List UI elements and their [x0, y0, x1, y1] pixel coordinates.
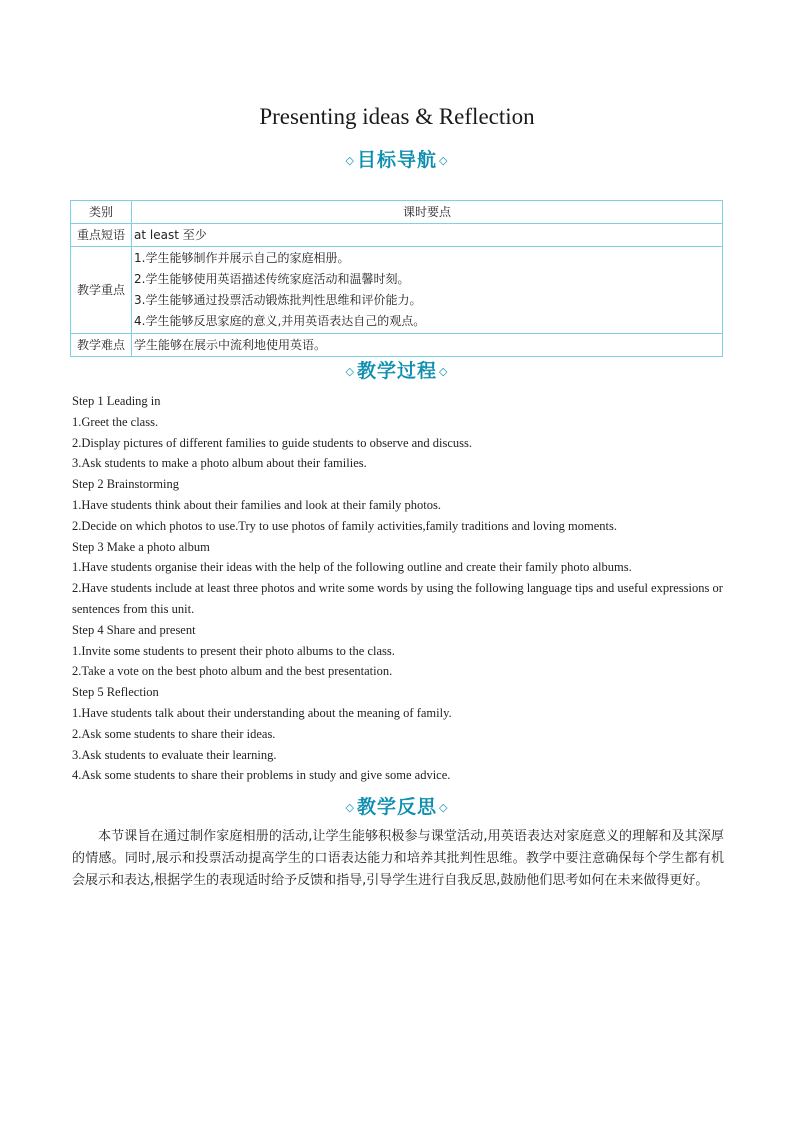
table-row: [71, 334, 723, 357]
step-line: Step 4 Share and present: [72, 622, 196, 637]
step-line: 1.Have students organise their ideas with the help of the following outline and create their family photo albums.: [72, 560, 632, 575]
list-item: 4.学生能够反思家庭的意义,并用英语表达自己的观点。: [134, 314, 426, 328]
diamond-icon: ◇: [439, 154, 449, 167]
step-line: Step 1 Leading in: [72, 394, 161, 408]
row-content: at least 至少: [132, 224, 723, 247]
goals-table: [70, 200, 723, 357]
key-points-list: [132, 247, 723, 334]
table-row: [71, 224, 723, 247]
step-line: Step 3 Make a photo album: [72, 539, 210, 554]
step-line: 3.Ask students to evaluate their learning.: [72, 747, 277, 762]
teaching-steps: [72, 391, 724, 786]
step-line: 2.Have students include at least three photos and write some words by using the following language tips and useful expressions or sentences from this unit.: [72, 581, 723, 616]
reflection-heading-text: 教学反思: [356, 796, 437, 818]
diamond-icon: ◇: [345, 365, 355, 378]
process-heading-text: 教学过程: [356, 360, 437, 382]
diamond-icon: ◇: [439, 801, 449, 814]
reflection-heading: [0, 794, 794, 821]
diamond-icon: ◇: [345, 154, 355, 167]
diamond-icon: ◇: [345, 801, 355, 814]
goals-heading: [0, 147, 794, 174]
step-line: Step 5 Reflection: [72, 685, 159, 700]
step-line: 1.Invite some students to present their photo albums to the class.: [72, 643, 395, 658]
diamond-icon: ◇: [439, 365, 449, 378]
step-line: Step 2 Brainstorming: [72, 477, 179, 492]
row-category: 教学重点: [71, 247, 132, 334]
step-line: 2.Display pictures of different families to guide students to observe and discuss.: [72, 435, 473, 450]
header-category: 类别: [71, 201, 132, 224]
row-category: 重点短语: [71, 224, 132, 247]
table-row: [71, 247, 723, 334]
step-line: 4.Ask some students to share their problems in study and give some advice.: [72, 768, 451, 783]
step-line: 1.Greet the class.: [72, 414, 159, 429]
step-line: 2.Ask some students to share their ideas.: [72, 726, 276, 741]
step-line: 2.Decide on which photos to use.Try to use photos of family activities,family traditions and loving moments.: [72, 518, 617, 533]
step-line: 3.Ask students to make a photo album about their families.: [72, 456, 367, 471]
goals-heading-text: 目标导航: [356, 149, 437, 171]
step-line: 1.Have students think about their families and look at their family photos.: [72, 497, 442, 512]
row-category: 教学难点: [71, 334, 132, 357]
page-title: Presenting ideas & Reflection: [259, 104, 535, 129]
row-content: 学生能够在展示中流利地使用英语。: [132, 334, 723, 357]
header-points: 课时要点: [132, 201, 723, 224]
list-item: 1.学生能够制作并展示自己的家庭相册。: [134, 251, 350, 265]
list-item: 2.学生能够使用英语描述传统家庭活动和温馨时刻。: [134, 272, 410, 286]
step-line: 1.Have students talk about their understanding about the meaning of family.: [72, 705, 452, 720]
table-header-row: [71, 201, 723, 224]
list-item: 3.学生能够通过投票活动锻炼批判性思维和评价能力。: [134, 293, 422, 307]
process-heading: [0, 358, 794, 385]
reflection-paragraph: 本节课旨在通过制作家庭相册的活动,让学生能够积极参与课堂活动,用英语表达对家庭意义的理解和及其深厚的情感。同时,展示和投票活动提高学生的口语表达能力和培养其批判性思维。教学中要注意确保每个学生都有机会展示和表达,根据学生的表现适时给予反馈和指导,引导学生进行自我反思,鼓励他们思考如何在未来做得更好。: [72, 829, 724, 888]
step-line: 2.Take a vote on the best photo album and the best presentation.: [72, 664, 393, 679]
